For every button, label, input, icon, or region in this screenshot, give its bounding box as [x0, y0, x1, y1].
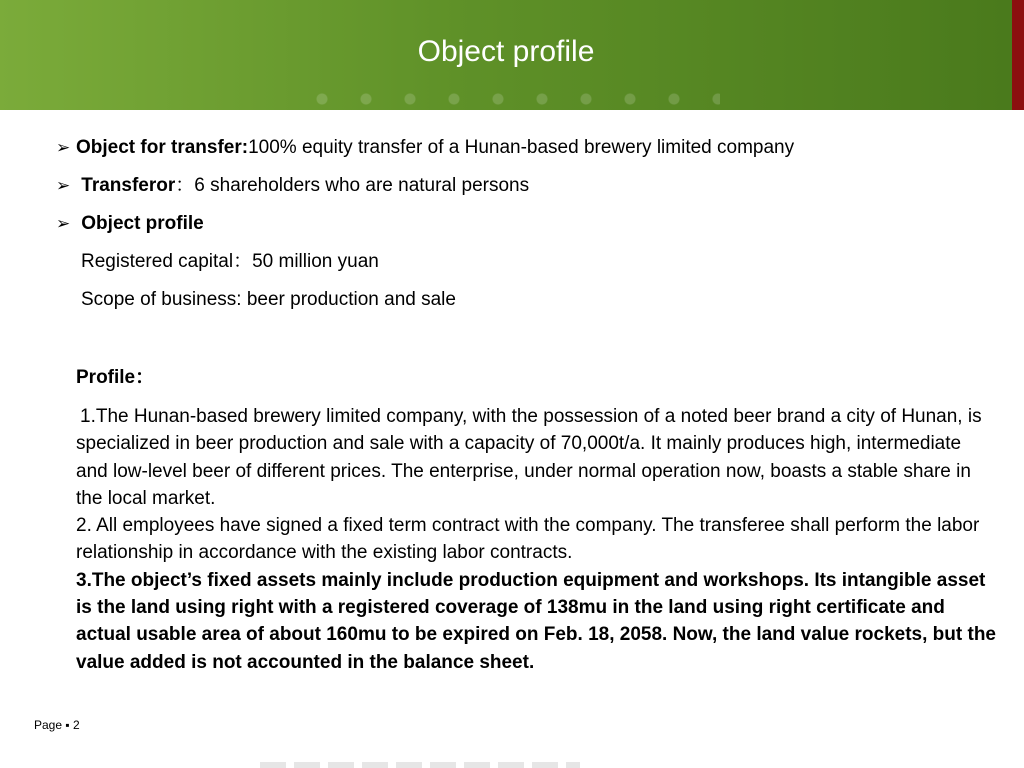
bullet-label: Object profile [81, 213, 204, 234]
profile-paragraph-2: 2. All employees have signed a fixed term contract with the company. The transferee shall perform the labor relationship in accordance with the existing labor contracts. [76, 515, 980, 564]
profile-body [76, 403, 996, 676]
bullet-object-profile [56, 212, 996, 250]
registered-capital: Registered capital：50 million yuan [81, 251, 379, 272]
bullet-separator: ： [175, 175, 195, 196]
profile-paragraph-1: 1.The Hunan-based brewery limited company, with the possession of a noted beer brand a city of Hunan, is specialized in beer production and sale with a capacity of 70,000t/a. It mainly produces high, intermediate and low-level beer of different prices. The enterprise, under normal operation now, boasts a stable share in the local market. [76, 406, 982, 509]
header-accent-stripe [1012, 0, 1024, 110]
header-decoration [300, 88, 720, 110]
slide-header [0, 0, 1012, 110]
page-number: Page ▪ 2 [34, 718, 80, 732]
arrow-bullet-icon: ➢ [56, 176, 71, 195]
footer-decoration [260, 762, 580, 768]
slide-title: Object profile [417, 35, 595, 68]
bullet-list [56, 136, 996, 326]
profile-paragraph-3: 3.The object’s fixed assets mainly include production equipment and workshops. Its intangible asset is the land using right with a registered coverage of 138mu in the land using right certificate and actual usable area of about 160mu to be expired on Feb. 18, 2058. Now, the land value rockets, but the value added is not accounted in the balance sheet. [76, 569, 996, 673]
profile-heading: Profile： [76, 367, 155, 388]
bullet-transferor [56, 174, 996, 212]
bullet-object-for-transfer [56, 136, 996, 174]
bullet-label: Object for transfer: [76, 137, 249, 158]
bullet-label: Transferor [81, 175, 176, 196]
arrow-bullet-icon: ➢ [56, 214, 71, 233]
scope-of-business: Scope of business: beer production and sale [81, 289, 456, 310]
arrow-bullet-icon: ➢ [56, 138, 71, 157]
bullet-text: 100% equity transfer of a Hunan-based brewery limited company [248, 137, 795, 158]
bullet-text: 6 shareholders who are natural persons [194, 175, 530, 196]
